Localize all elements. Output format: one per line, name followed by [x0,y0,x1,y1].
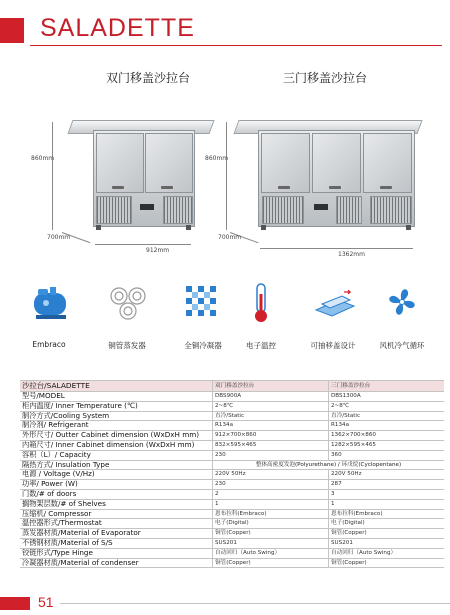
spec-value-v1: 1 [213,499,329,509]
spec-value-v2: DBS1300A [329,392,445,402]
table-row [20,548,444,558]
footer-accent-bar [0,597,30,610]
feature-label-2: 全铜冷凝器 [184,341,222,350]
spec-value-v1: 直冷/Static [213,411,329,421]
feature-label-1: 铜管蒸发器 [108,341,146,350]
spec-table [20,380,444,568]
spec-label: 容积（L）/ Capacity [20,450,213,460]
spec-label: 压缩机/ Compressor [20,509,213,519]
spec-value-v1: 230 [213,450,329,460]
feature-label-0: Embraco [32,340,66,349]
spec-label: 电源 / Voltage (V/Hz) [20,470,213,480]
header-accent-bar [0,18,24,43]
compressor-icon [30,283,72,323]
three-door-title: 三门移盖沙拉台 [283,71,368,85]
table-row [20,509,444,519]
table-row [20,450,444,460]
spec-value-v2: 恩布拉科(Embraco) [329,509,445,519]
spec-label: 隔热方式/ Insulation Type [20,460,213,470]
spec-label: 制冷方式/Cooling System [20,411,213,421]
feature-label-4: 可抽移盖设计 [310,341,356,350]
spec-label: 沙拉台/SALADETTE [20,381,213,392]
spec-value-v1: 铜管(Copper) [213,529,329,539]
three-door-height-label: 860mm [205,155,229,162]
table-row [20,538,444,548]
spec-value-v2: 电子(Digital) [329,519,445,529]
three-door-depth-label: 700mm [218,234,242,241]
spec-value-v1: 铜管(Copper) [213,558,329,568]
spec-value-v2: 铜管(Copper) [329,558,445,568]
three-door-width-line [260,248,413,249]
spec-label: 温控器形式/Thermostat [20,519,213,529]
spec-label: 型号/MODEL [20,392,213,402]
spec-value-v2: 三门移盖沙拉台 [329,381,445,392]
spec-value-v1: 电子(Digital) [213,519,329,529]
two-door-title: 双门移盖沙拉台 [106,71,191,85]
spec-value-v1: DBS900A [213,392,329,402]
spec-value-v2: 铜管(Copper) [329,529,445,539]
table-row [20,411,444,421]
footer-divider [60,603,450,604]
spec-value-v2: 自动回归（Auto Swing） [329,548,445,558]
spec-label: 内箱尺寸/ Inner Cabinet dimension (WxDxH mm) [20,440,213,450]
two-door-width-line [95,244,191,245]
table-row [20,470,444,480]
table-row [20,401,444,411]
spec-label: 功率/ Power (W) [20,480,213,490]
spec-value-v2: 360 [329,450,445,460]
spec-value-v2: R134a [329,421,445,431]
spec-value-v1: 恩布拉科(Embraco) [213,509,329,519]
spec-value-v1: R134a [213,421,329,431]
spec-value-v1: 双门移盖沙拉台 [213,381,329,392]
spec-label: 外形尺寸/ Outter Cabinet dimension (WxDxH mm) [20,431,213,441]
three-door-height-line [226,122,227,230]
two-door-depth-label: 700mm [47,234,71,241]
spec-value-v2: 1362×700×860 [329,431,445,441]
table-row [20,381,444,392]
spec-label: 制冷剂/ Refrigerant [20,421,213,431]
table-row [20,529,444,539]
spec-value-v1: 220V 50Hz [213,470,329,480]
spec-label: 门数/# of doors [20,489,213,499]
spec-value-v2: SUS201 [329,538,445,548]
page-number: 51 [38,594,54,610]
spec-label: 蒸发器材质/Material of Evaporator [20,529,213,539]
spec-value-v2: 287 [329,480,445,490]
table-row [20,460,444,470]
spec-label: 不锈钢材质/Material of S/S [20,538,213,548]
table-row [20,519,444,529]
two-door-width-label: 912mm [146,247,170,254]
spec-value-v1: 2 [213,489,329,499]
spec-label: 冷凝器材质/Material of condenser [20,558,213,568]
copper-tube-icon [108,284,150,322]
page-title: SALADETTE [40,14,195,42]
table-row [20,440,444,450]
table-row [20,431,444,441]
spec-value-v2: 3 [329,489,445,499]
fan-icon [384,284,420,320]
feature-label-3: 电子温控 [246,341,276,350]
spec-label: 铰链形式/Type Hinge [20,548,213,558]
spec-value-v1: 2~8℃ [213,401,329,411]
spec-value-v1: 230 [213,480,329,490]
copper-coil-icon [186,286,220,320]
spec-value-v1: 832×595×465 [213,440,329,450]
two-door-height-line [52,122,53,230]
spec-value-v2: 直冷/Static [329,411,445,421]
spec-value-v2: 220V 50Hz [329,470,445,480]
sliding-lid-icon [314,290,356,318]
three-door-width-label: 1362mm [338,251,365,258]
spec-value-v2: 1282×595×465 [329,440,445,450]
spec-value-merged: 整体高密度发泡(Polyurethane) / 环戊烷(Cyclopentane) [213,460,445,470]
table-row [20,392,444,402]
table-row [20,489,444,499]
feature-label-5: 风机冷气循环 [379,341,425,350]
two-door-height-label: 860mm [31,155,55,162]
table-row [20,421,444,431]
spec-value-v1: 自动回归（Auto Swing） [213,548,329,558]
thermometer-icon [251,282,271,324]
table-row [20,499,444,509]
spec-value-v1: SUS201 [213,538,329,548]
spec-value-v1: 912×700×860 [213,431,329,441]
title-divider [30,45,442,46]
table-row [20,480,444,490]
spec-label: 搁物架层数/# of Shelves [20,499,213,509]
spec-value-v2: 1 [329,499,445,509]
spec-value-v2: 2~8℃ [329,401,445,411]
spec-label: 柜内温度/ Inner Temperature (℃) [20,401,213,411]
table-row [20,558,444,568]
